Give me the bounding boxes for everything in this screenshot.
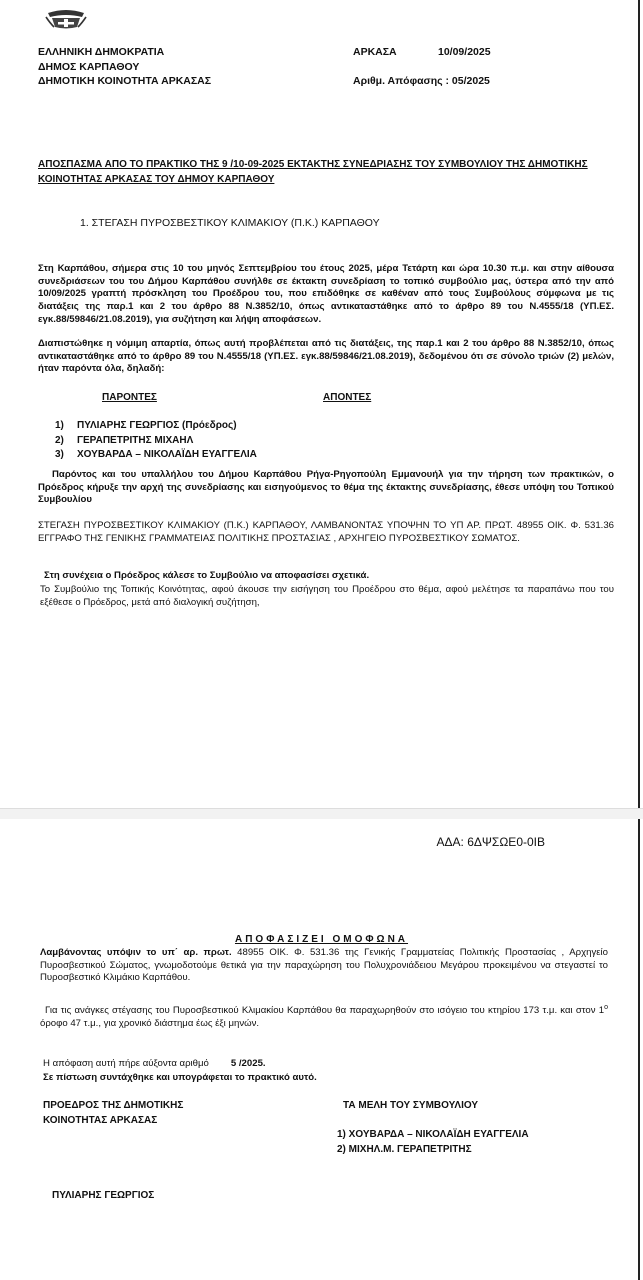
president-signature-block bbox=[43, 1099, 183, 1128]
community-title: ΚΟΙΝΟΤΗΤΑΣ ΑΡΚΑΣΑΣ bbox=[43, 1114, 158, 1126]
list-item: 1) ΠΥΛΙΑΡΗΣ ΓΕΩΡΓΙΟΣ (Πρόεδρος) bbox=[55, 420, 237, 431]
municipality-label: ΔΗΜΟΣ ΚΑΡΠΑΘΟΥ bbox=[38, 60, 140, 73]
attest-line: Σε πίστωση συντάχθηκε και υπογράφεται το πρακτικό αυτό. bbox=[43, 1072, 317, 1083]
members-signature-list bbox=[337, 1128, 529, 1157]
clerk-paragraph: Παρόντος και του υπαλλήλου του Δήμου Καρπάθου Ρήγα-Ρηγοπούλη Εμμανουήλ για την τήρηση των πρακτικών, ο Πρόεδρος κήρυξε την αρχή της συνεδρίασης και εισηγούμενος το θέμα της έκτακτης συνεδρίασης, έθεσε υπόψη του Τοπικού Συμβουλίου bbox=[38, 469, 614, 506]
members-title: ΤΑ ΜΕΛΗ ΤΟΥ ΣΥΜΒΟΥΛΙΟΥ bbox=[343, 1100, 479, 1111]
call-line: Στη συνέχεια ο Πρόεδρος κάλεσε το Συμβούλιο να αποφασίσει σχετικά. bbox=[44, 570, 370, 581]
decision-number: Αριθμ. Απόφασης : 05/2025 bbox=[353, 74, 490, 87]
decision-serial: 5 /2025. bbox=[230, 1058, 266, 1069]
list-item: 2) ΓΕΡΑΠΕΤΡΙΤΗΣ ΜΙΧΑΗΛ bbox=[55, 434, 194, 446]
agenda-item: 1. ΣΤΕΓΑΣΗ ΠΥΡΟΣΒΕΣΤΙΚΟΥ ΚΛΙΜΑΚΙΟΥ (Π.Κ.) ΚΑΡΠΑΘΟΥ bbox=[80, 217, 380, 229]
quorum-paragraph: Διαπιστώθηκε η νόμιμη απαρτία, όπως αυτή προβλέπεται από τις διατάξεις, της παρ.1 και 2 του άρθρο 88 Ν.3852/10, όπως αντικαταστάθηκε από το άρθρο 89 του Ν.4555/18 (ΥΠ.ΕΣ. εγκ.88/59846/21.08.2019), δεδομένου ότι σε σύνολο τριών (2) μελών, ήταν παρόντα όλα, δηλαδή: bbox=[38, 338, 614, 375]
numbered-label: Η απόφαση αυτή πήρε αύξοντα αριθμό bbox=[43, 1058, 209, 1069]
intro-paragraph: Στη Καρπάθου, σήμερα στις 10 του μηνός Σεπτεμβρίου του έτους 2025, μέρα Τετάρτη και ώρα 10.30 π.μ. και στην αίθουσα συνεδριάσεων του του Δήμου Καρπάθου συνήλθε σε έκτακτη συνεδρίαση το τοπικό συμβούλιο μας, ύστερα από την από 10/09/2025 γραπτή πρόσκληση του Προέδρου του, που επιδόθηκε σε καθέναν από τους Συμβούλους σύμφωνα με τις διατάξεις της παρ.1 και 2 του άρθρο 88 Ν.3852/10, όπως αντικαταστάθηκε από το άρθρο 89 του Ν.4555/18 (ΥΠ.ΕΣ. εγκ.88/59846/21.08.2019), για συζήτηση και λήψη αποφάσεων. bbox=[38, 263, 614, 325]
council-paragraph: Το Συμβούλιο της Τοπικής Κοινότητας, αφού άκουσε την εισήγηση του Προέδρου στο θέμα, αφού μελέτησε τα παραπάνω που του εξέθεσε ο Πρόεδρος, μετά από διαλογική συζήτηση, bbox=[40, 584, 614, 608]
page-border bbox=[638, 0, 640, 815]
ada-code: ΑΔΑ: 6ΔΨΣΩΕ0-0ΙΒ bbox=[436, 835, 545, 849]
president-name: ΠΥΛΙΑΡΗΣ ΓΕΩΡΓΙΟΣ bbox=[52, 1190, 155, 1201]
housing-paragraph: Για τις ανάγκες στέγασης του Πυροσβεστικού Κλιμακίου Καρπάθου θα παραχωρηθούν στο ισόγειο του κτηρίου 173 τ.μ. και στον $1^o$ όροφο 47 τ.μ., για χρονικό διάστημα έως έξι μηνών. bbox=[40, 1004, 608, 1029]
list-item: 1) ΧΟΥΒΑΡΔΑ – ΝΙΚΟΛΑΪΔΗ ΕΥΑΓΓΕΛΙΑ bbox=[337, 1129, 529, 1140]
subject-paragraph: ΣΤΕΓΑΣΗ ΠΥΡΟΣΒΕΣΤΙΚΟΥ ΚΛΙΜΑΚΙΟΥ (Π.Κ.) ΚΑΡΠΑΘΟΥ, ΛΑΜΒΑΝΟΝΤΑΣ ΥΠΟΨΗΝ ΤΟ ΥΠ ΑΡ. ΠΡΩΤ. 48955 ΟΙΚ. Φ. 531.36 ΕΓΓΡΑΦΟ ΤΗΣ ΓΕΝΙΚΗΣ ΓΡΑΜΜΑΤΕΙΑΣ ΠΟΛΙΤΙΚΗΣ ΠΡΟΣΤΑΣΙΑΣ , ΑΡΧΗΓΕΙΟ ΠΥΡΟΣΒΕΣΤΙΚΟΥ ΣΩΜΑΤΟΣ. bbox=[38, 520, 614, 544]
decision-paragraph bbox=[40, 947, 608, 985]
greek-emblem-icon bbox=[44, 9, 88, 29]
list-item: 3) ΧΟΥΒΑΡΔΑ – ΝΙΚΟΛΑΪΔΗ ΕΥΑΓΓΕΛΙΑ bbox=[55, 449, 257, 460]
place-date-block bbox=[353, 45, 491, 88]
page-gap bbox=[0, 808, 643, 819]
document-page-2 bbox=[0, 815, 643, 1280]
decides-heading: ΑΠΟΦΑΣΙΖΕΙ ΟΜΟΦΩΝΑ bbox=[234, 934, 409, 945]
date-label: 10/09/2025 bbox=[438, 46, 491, 58]
absent-heading: ΑΠΟΝΤΕΣ bbox=[323, 392, 372, 403]
president-title: ΠΡΟΕΔΡΟΣ ΤΗΣ ΔΗΜΟΤΙΚΗΣ bbox=[43, 1100, 184, 1111]
decision-text: 48955 ΟΙΚ. Φ. 531.36 της Γενικής Γραμματείας Πολιτικής Προστασίας , Αρχηγείο Πυροσβεστικού Σώματος, γνωμοδοτούμε θετικά για την παραχώρηση του Πολυχρονιάδειου Μεγάρου προκειμένου να στεγαστεί το Πυροσβεστικό Κλιμάκιο Καρπάθου. bbox=[40, 947, 608, 984]
list-item: 2) ΜΙΧΗΛ.Μ. ΓΕΡΑΠΕΤΡΙΤΗΣ bbox=[337, 1143, 472, 1155]
page-border bbox=[638, 815, 640, 1280]
decision-lead: Λαμβάνοντας υπόψιν το υπ΄ αρ. πρωτ. bbox=[40, 947, 232, 958]
issuer-header bbox=[38, 45, 211, 89]
community-label: ΔΗΜΟΤΙΚΗ ΚΟΙΝΟΤΗΤΑ ΑΡΚΑΣΑΣ bbox=[38, 75, 212, 88]
numbered-line bbox=[43, 1058, 266, 1071]
republic-label: ΕΛΛΗΝΙΚΗ ΔΗΜΟΚΡΑΤΙΑ bbox=[38, 46, 165, 58]
present-heading: ΠΑΡΟΝΤΕΣ bbox=[102, 392, 157, 403]
extract-title: ΑΠΟΣΠΑΣΜΑ ΑΠΟ ΤΟ ΠΡΑΚΤΙΚΟ ΤΗΣ 9 /10-09-2025 ΕΚΤΑΚΤΗΣ ΣΥΝΕΔΡΙΑΣΗΣ ΤΟΥ ΣΥΜΒΟΥΛΙΟΥ ΤΗΣ ΔΗΜΟΤΙΚΗΣ ΚΟΙΝΟΤΗΤΑΣ ΑΡΚΑΣΑΣ ΤΟΥ ΔΗΜΟΥ ΚΑΡΠΑΘΟΥ bbox=[38, 159, 588, 185]
place-label: ΑΡΚΑΣΑ bbox=[353, 46, 397, 58]
present-members-list bbox=[55, 419, 257, 463]
